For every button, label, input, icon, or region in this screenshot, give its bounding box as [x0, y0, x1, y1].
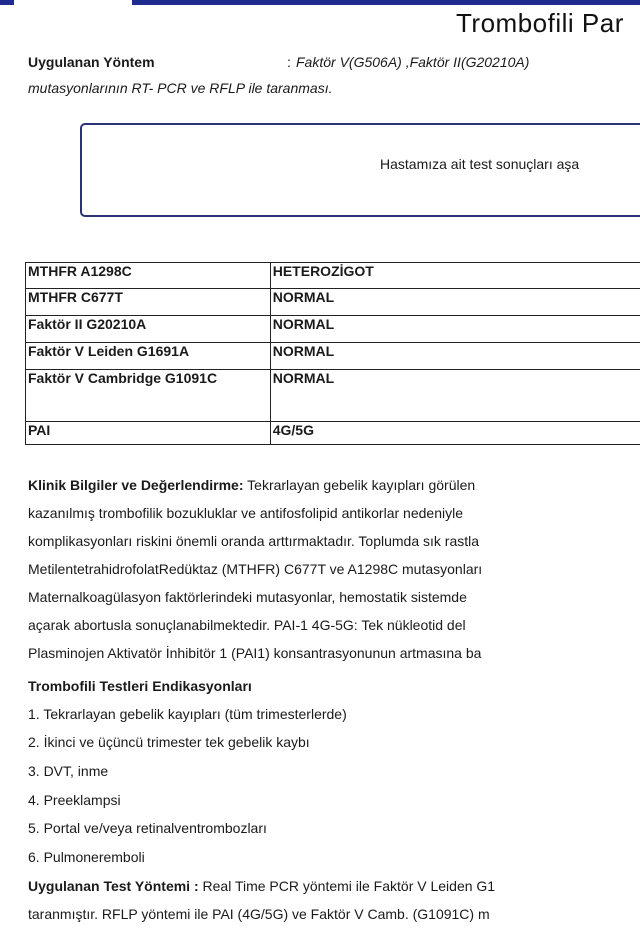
- indication-item: 2. İkinci ve üçüncü trimester tek gebelik kaybı: [28, 734, 310, 750]
- clinical-line: komplikasyonları riskini önemli oranda arttırmaktadır. Toplumda sık rastla: [28, 533, 480, 549]
- test-method-text-1: Real Time PCR yöntemi ile Faktör V Leiden G1: [202, 878, 496, 894]
- method-value-line2: mutasyonlarının RT- PCR ve RFLP ile taranması.: [28, 80, 333, 96]
- table-row: [26, 316, 640, 343]
- indication-item: 1. Tekrarlayan gebelik kayıpları (tüm trimesterlerde): [28, 706, 347, 722]
- clinical-line: Plasminojen Aktivatör İnhibitör 1 (PAI1) konsantrasyonunun artmasına ba: [28, 645, 482, 661]
- indication-item: 4. Preeklampsi: [28, 792, 121, 808]
- test-method-line-2: taranmıştır. RFLP yöntemi ile PAI (4G/5G) ve Faktör V Camb. (G1091C) m: [28, 906, 490, 922]
- table-row: [26, 289, 640, 316]
- test-result-cell: HETEROZİGOT: [270, 263, 640, 289]
- test-method-line-1: [28, 878, 495, 894]
- test-method-label: Uygulanan Test Yöntemi :: [28, 878, 199, 894]
- test-name-cell: PAI: [26, 422, 271, 445]
- top-border-divider: [137, 0, 143, 5]
- indication-item: 3. DVT, inme: [28, 763, 109, 779]
- test-name-cell: Faktör II G20210A: [26, 316, 271, 343]
- clinical-line: Maternalkoagülasyon faktörlerindeki mutasyonlar, hemostatik sistemde: [28, 589, 467, 605]
- test-result-cell: 4G/5G: [270, 422, 640, 445]
- test-name-cell: Faktör V Cambridge G1091C: [26, 370, 271, 422]
- clinical-line: açarak abortusla sonuçlanabilmektedir. PAI-1 4G-5G: Tek nükleotid del: [28, 617, 466, 633]
- results-table: [25, 262, 640, 445]
- indication-item: 5. Portal ve/veya retinalventrombozları: [28, 820, 267, 836]
- clinical-heading: Klinik Bilgiler ve Değerlendirme:: [28, 477, 244, 493]
- clinical-line: kazanılmış trombofilik bozukluklar ve antifosfolipid antikorlar nedeniyle: [28, 505, 463, 521]
- clinical-line: MetilentetrahidrofolatRedüktaz (MTHFR) C677T ve A1298C mutasyonları: [28, 561, 483, 577]
- test-name-cell: MTHFR A1298C: [26, 263, 271, 289]
- method-separator: :: [287, 54, 291, 70]
- method-value: Faktör V(G506A) ,Faktör II(G20210A): [296, 54, 530, 70]
- table-row: [26, 370, 640, 422]
- method-label-row: [28, 54, 155, 70]
- test-name-cell: MTHFR C677T: [26, 289, 271, 316]
- test-name-cell: Faktör V Leiden G1691A: [26, 343, 271, 370]
- test-result-cell: NORMAL: [270, 316, 640, 343]
- top-border-gap: [14, 0, 132, 5]
- table-row: [26, 422, 640, 445]
- table-row: [26, 343, 640, 370]
- test-result-cell: NORMAL: [270, 370, 640, 422]
- page-title: Trombofili Par: [456, 8, 624, 38]
- test-result-cell: NORMAL: [270, 343, 640, 370]
- indications-heading: Trombofili Testleri Endikasyonları: [28, 678, 252, 694]
- clinical-line-1: [28, 477, 475, 493]
- test-result-cell: NORMAL: [270, 289, 640, 316]
- notice-text: Hastamıza ait test sonuçları aşa: [380, 156, 580, 172]
- table-row: [26, 263, 640, 289]
- clinical-text-1: Tekrarlayan gebelik kayıpları görülen: [247, 477, 476, 493]
- indication-item: 6. Pulmoneremboli: [28, 849, 145, 865]
- method-label: Uygulanan Yöntem: [28, 54, 155, 70]
